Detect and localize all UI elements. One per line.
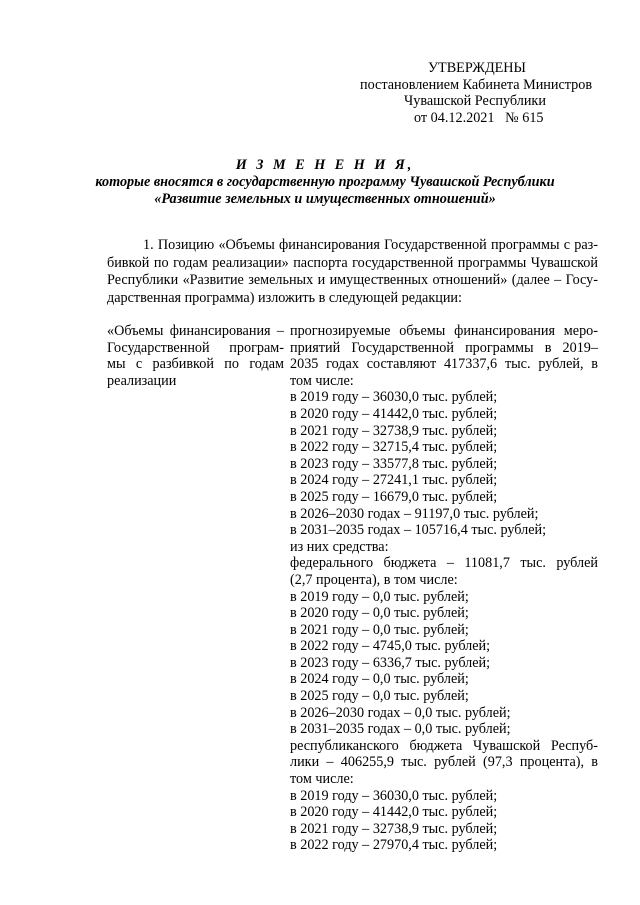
intro-line: 1. Позицию «Объемы финансирования Государственной программы с раз- <box>143 237 598 253</box>
value-line: в 2020 году – 41442,0 тыс. рублей; <box>290 405 498 422</box>
value-line: лики – 406255,9 тыс. рублей (97,3 процента), в <box>290 754 598 771</box>
value-line: в 2019 году – 0,0 тыс. рублей; <box>290 588 469 605</box>
value-line: в 2031–2035 годах – 105716,4 тыс. рублей; <box>290 522 547 539</box>
value-line: республиканского бюджета Чувашской Респуб- <box>290 737 598 754</box>
value-line: в 2025 году – 16679,0 тыс. рублей; <box>290 488 498 505</box>
value-line: в 2025 году – 0,0 тыс. рублей; <box>290 688 469 705</box>
intro-line: Республики «Развитие земельных и имущественных отношений» (далее – Госу- <box>107 272 598 289</box>
value-line: в 2020 году – 41442,0 тыс. рублей; <box>290 804 498 821</box>
position-label <box>107 323 284 389</box>
value-line: федерального бюджета – 11081,7 тыс. рублей <box>290 555 598 572</box>
value-line: в 2021 году – 32738,9 тыс. рублей; <box>290 820 498 837</box>
value-line: в 2024 году – 0,0 тыс. рублей; <box>290 671 469 688</box>
value-line: в 2021 году – 0,0 тыс. рублей; <box>290 621 469 638</box>
value-line: в 2031–2035 годах – 0,0 тыс. рублей; <box>290 721 511 738</box>
position-label-line: «Объемы финансирования – <box>107 323 284 339</box>
intro-line: дарственная программа) изложить в следующей редакции: <box>107 289 462 306</box>
approved-by-line: постановлением Кабинета Министров <box>360 76 593 93</box>
title-program-name: «Развитие земельных и имущественных отношений» <box>154 191 496 208</box>
value-line: в 2022 году – 32715,4 тыс. рублей; <box>290 439 498 456</box>
value-line: в 2019 году – 36030,0 тыс. рублей; <box>290 787 498 804</box>
position-value <box>290 323 598 854</box>
intro-paragraph <box>107 237 598 307</box>
value-line: в 2021 году – 32738,9 тыс. рублей; <box>290 422 498 439</box>
intro-line: бивкой по годам реализации» паспорта государственной программы Чувашской <box>107 254 598 271</box>
value-line: (2,7 процента), в том числе: <box>290 571 458 588</box>
value-line: в 2024 году – 27241,1 тыс. рублей; <box>290 472 498 489</box>
position-label-line: Государственной програм- <box>107 339 284 356</box>
approved-republic-line: Чувашской Республики <box>404 93 546 110</box>
value-line: том числе: <box>290 372 354 389</box>
value-line: в 2023 году – 6336,7 тыс. рублей; <box>290 654 491 671</box>
value-line: из них средства: <box>290 538 389 555</box>
value-line: в 2019 году – 36030,0 тыс. рублей; <box>290 389 498 406</box>
approval-stamp <box>360 60 600 126</box>
value-line: том числе: <box>290 771 354 788</box>
approved-date-number: от 04.12.2021 № 615 <box>414 109 544 126</box>
position-label-line: реализации <box>107 372 177 389</box>
value-line: в 2022 году – 27970,4 тыс. рублей; <box>290 837 498 854</box>
value-line: в 2022 году – 4745,0 тыс. рублей; <box>290 638 491 655</box>
value-line: приятий Государственной программы в 2019– <box>290 339 598 356</box>
position-label-line: мы с разбивкой по годам <box>107 356 284 373</box>
value-line: в 2023 году – 33577,8 тыс. рублей; <box>290 455 498 472</box>
document-title <box>60 157 590 209</box>
value-line: в 2020 году – 0,0 тыс. рублей; <box>290 605 469 622</box>
value-line: 2035 годах составляют 417337,6 тыс. рублей, в <box>290 356 598 373</box>
value-line: в 2026–2030 годах – 0,0 тыс. рублей; <box>290 704 511 721</box>
approved-heading: УТВЕРЖДЕНЫ <box>428 60 526 76</box>
value-line: прогнозируемые объемы финансирования меро- <box>290 323 598 339</box>
value-line: в 2026–2030 годах – 91197,0 тыс. рублей; <box>290 505 539 522</box>
title-heading: И З М Е Н Е Н И Я, <box>235 157 415 173</box>
title-subtitle: которые вносятся в государственную программу Чувашской Республики <box>95 174 555 191</box>
